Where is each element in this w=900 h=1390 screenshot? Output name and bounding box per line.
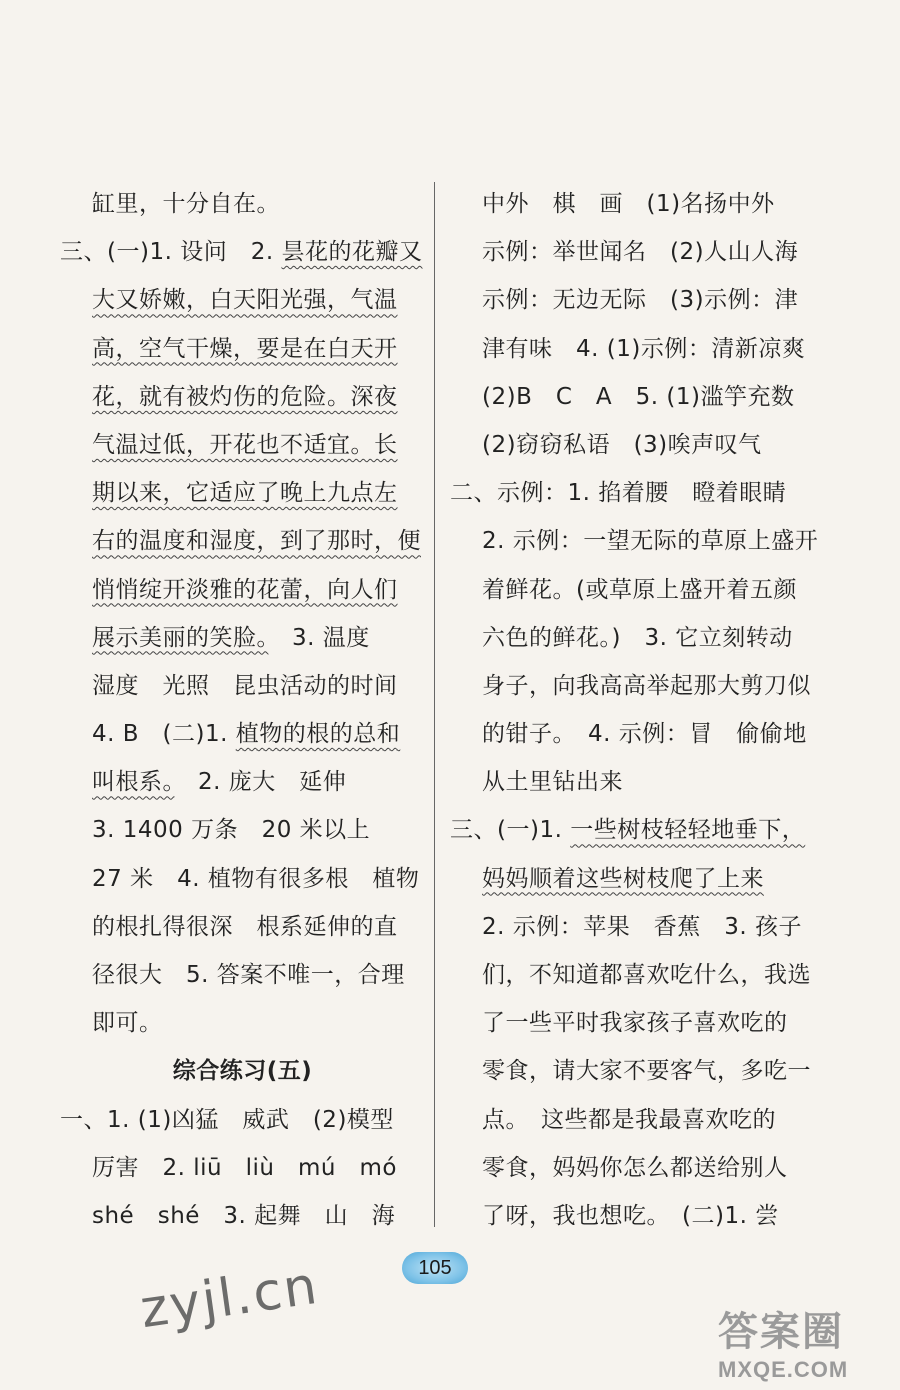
text-line [450,325,820,373]
text-span: 示例：无边无际 (3)示例：津 [482,287,799,314]
text-span: (2)窃窃私语 (3)唉声叹气 [482,431,762,458]
text-span: 厉害 2. liū liù mú mó [92,1154,397,1181]
text-span: 缸里，十分自在。 [92,191,280,217]
underlined-answer: 期以来，它适应了晚上九点左 [92,480,398,507]
text-line [450,855,820,903]
text-span: 点。 这些都是我最喜欢吃的 [482,1106,776,1133]
watermark-mxqe-url: MXQE.COM [718,1357,849,1382]
text-span: 们，不知道都喜欢吃什么，我选 [482,962,811,988]
text-line [450,228,820,276]
column-divider [434,182,435,1227]
text-line [450,566,820,614]
section-title [60,1047,425,1095]
underlined-answer: 一些树枝轻轻地垂下， [570,817,806,844]
text-span: 津有味 4. (1)示例：清新凉爽 [482,335,806,362]
text-span: 湿度 光照 昆虫活动的时间 [92,672,398,699]
text-span: 2. 庞大 延伸 [174,769,347,796]
text-line [60,710,425,758]
underlined-answer: 高，空气干燥，要是在白天开 [92,335,398,362]
text-span: shé shé 3. 起舞 山 海 [92,1202,396,1229]
text-span: 三、(一)1. 设问 2. [60,239,282,266]
text-line [450,517,820,565]
text-line [60,999,425,1047]
underlined-answer: 昙花的花瓣又 [281,239,423,266]
text-line [60,1144,425,1192]
text-line [60,951,425,999]
text-span: 了一些平时我家孩子喜欢吃的 [482,1010,788,1037]
watermark-zyjl: zyjl.cn [136,1255,323,1341]
text-span: 零食，妈妈你怎么都送给别人 [482,1154,788,1181]
text-line [60,758,425,806]
text-line [450,662,820,710]
text-span: 径很大 5. 答案不唯一，合理 [92,962,405,988]
text-span: (2)B C A 5. (1)滥竽充数 [482,383,795,410]
underlined-answer: 叫根系。 [92,769,175,796]
text-line [450,1144,820,1192]
text-line [450,999,820,1047]
text-line [60,903,425,951]
text-span: 六色的鲜花。) 3. 它立刻转动 [482,624,793,651]
text-line [60,566,425,614]
text-span: 中外 棋 画 (1)名扬中外 [482,191,775,217]
right-column [450,180,820,1240]
text-span: 3. 1400 万条 20 米以上 [92,817,371,844]
text-line [60,469,425,517]
underlined-answer: 悄悄绽开淡雅的花蕾，向人们 [92,576,398,603]
text-line [60,1096,425,1144]
text-line [60,373,425,421]
text-span: 一、1. (1)凶猛 威武 (2)模型 [60,1106,394,1133]
text-line [450,1192,820,1240]
text-span: 零食，请大家不要客气，多吃一 [482,1058,811,1085]
text-span: 4. B (二)1. [92,721,236,748]
text-line [450,1096,820,1144]
text-line [60,614,425,662]
text-span: 的钳子。 4. 示例：冒 偷偷地 [482,721,807,748]
text-span: 2. 示例：一望无际的草原上盛开 [482,528,819,555]
text-span: 三、(一)1. [450,817,571,844]
text-span: 2. 示例：苹果 香蕉 3. 孩子 [482,913,803,940]
text-span: 身子，向我高高举起那大剪刀似 [482,672,811,699]
text-line [450,758,820,806]
watermark-mxqe-title: 答案圈 [718,1309,844,1355]
underlined-answer: 展示美丽的笑脸。 [92,624,269,651]
text-line [60,517,425,565]
text-line [60,662,425,710]
text-span: 了呀，我也想吃。 (二)1. 尝 [482,1202,779,1229]
text-line [60,276,425,324]
text-line [60,806,425,854]
text-span: 3. 温度 [268,624,370,651]
text-span: 即可。 [92,1010,163,1037]
text-line [60,855,425,903]
underlined-answer: 花，就有被灼伤的危险。深夜 [92,383,398,410]
text-line [60,1192,425,1240]
text-line [60,180,425,228]
text-span: 的根扎得很深 根系延伸的直 [92,913,398,940]
underlined-answer: 气温过低，开花也不适宜。长 [92,431,398,458]
text-line [450,614,820,662]
text-span: 二、示例：1. 掐着腰 瞪着眼睛 [450,480,787,507]
text-line [450,421,820,469]
underlined-answer: 植物的根的总和 [235,721,401,748]
page-number: 105 [402,1252,468,1284]
text-line [60,325,425,373]
left-column [60,180,425,1240]
text-line [450,710,820,758]
text-span: 综合练习(五) [172,1058,313,1085]
text-line [450,469,820,517]
text-span: 从土里钻出来 [482,769,623,796]
text-line [60,228,425,276]
underlined-answer: 大又娇嫩，白天阳光强，气温 [92,287,398,314]
text-line [60,421,425,469]
watermark-mxqe [718,1300,893,1380]
text-line [450,806,820,854]
text-span: 27 米 4. 植物有很多根 植物 [92,865,420,892]
text-span: 着鲜花。(或草原上盛开着五颜 [482,576,797,603]
text-line [450,276,820,324]
underlined-answer: 妈妈顺着这些树枝爬了上来 [482,865,764,892]
text-line [450,373,820,421]
text-line [450,903,820,951]
underlined-answer: 右的温度和湿度，到了那时，便 [92,528,421,555]
text-line [450,951,820,999]
text-line [450,1047,820,1095]
text-line [450,180,820,228]
text-span: 示例：举世闻名 (2)人山人海 [482,239,799,266]
